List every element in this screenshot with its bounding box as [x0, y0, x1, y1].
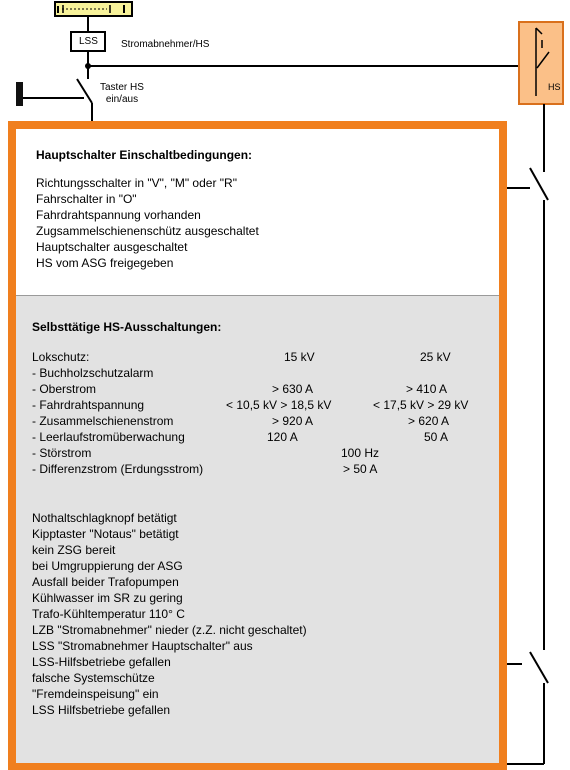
condition-item: LSS-Hilfsbetriebe gefallen [32, 655, 171, 669]
hs-label: HS [548, 82, 561, 92]
einschalt-item: Fahrdrahtspannung vorhanden [36, 208, 201, 222]
protection-row-15kv: > 630 A [272, 382, 314, 396]
protection-row-name: - Buchholzschutzalarm [32, 366, 154, 380]
taster-knob [16, 82, 23, 106]
lokschutz-label: Lokschutz: [32, 350, 90, 364]
col-15kv-header: 15 kV [284, 350, 315, 364]
protection-row-value: > 50 A [343, 462, 378, 476]
condition-item: Kipptaster "Notaus" betätigt [32, 527, 179, 541]
einschalt-heading: Hauptschalter Einschaltbedingungen: [36, 148, 253, 162]
condition-item: Trafo-Kühltemperatur 110° C [32, 607, 185, 621]
condition-item: Kühlwasser im SR zu gering [32, 591, 183, 605]
einschalt-section [16, 129, 499, 295]
protection-row-25kv: < 17,5 kV > 29 kV [373, 398, 469, 412]
einschalt-list [36, 175, 259, 271]
protection-row-25kv: 50 A [424, 430, 449, 444]
taster-label: Taster HS ein/aus [100, 82, 144, 105]
condition-item: bei Umgruppierung der ASG [32, 559, 183, 573]
einschalt-item: Hauptschalter ausgeschaltet [36, 240, 188, 254]
ausschalt-section [16, 295, 499, 763]
condition-item: falsche Systemschütze [32, 671, 155, 685]
lss-label: LSS [79, 36, 98, 47]
protection-row-name: - Fahrdrahtspannung [32, 398, 145, 412]
condition-item: Ausfall beider Trafopumpen [32, 575, 179, 589]
stromabnehmer-label: Stromabnehmer/HS [121, 39, 210, 50]
protection-row-value: 100 Hz [341, 446, 380, 460]
condition-item: LSS "Stromabnehmer Hauptschalter" aus [32, 639, 253, 653]
condition-item: kein ZSG bereit [32, 543, 116, 557]
condition-item: "Fremdeinspeisung" ein [32, 687, 159, 701]
condition-item: LSS Hilfsbetriebe gefallen [32, 703, 171, 717]
einschalt-item: Zugsammelschienenschütz ausgeschaltet [36, 224, 259, 238]
protection-row-name: - Oberstrom [32, 382, 97, 396]
protection-row-15kv: < 10,5 kV > 18,5 kV [226, 398, 332, 412]
protection-row-name: - Zusammelschienenstrom [32, 414, 174, 428]
protection-row-25kv: > 620 A [408, 414, 450, 428]
conditions-panel [8, 121, 507, 770]
additional-conditions-list [32, 510, 307, 718]
condition-item: LZB "Stromabnehmer" nieder (z.Z. nicht geschaltet) [32, 623, 307, 637]
protection-row-15kv: > 920 A [272, 414, 314, 428]
condition-item: Nothaltschlagknopf betätigt [32, 511, 177, 525]
ausschalt-heading: Selbsttätige HS-Ausschaltungen: [32, 320, 222, 334]
protection-row-25kv: > 410 A [406, 382, 448, 396]
protection-row-15kv: 120 A [267, 430, 298, 444]
col-25kv-header: 25 kV [420, 350, 451, 364]
protection-row-name: - Störstrom [32, 446, 92, 460]
einschalt-item: Fahrschalter in "O" [36, 192, 137, 206]
protection-row-name: - Differenzstrom (Erdungsstrom) [32, 462, 204, 476]
einschalt-item: Richtungsschalter in "V", "M" oder "R" [36, 176, 237, 190]
einschalt-item: HS vom ASG freigegeben [36, 256, 174, 270]
protection-row-name: - Leerlaufstromüberwachung [32, 430, 185, 444]
